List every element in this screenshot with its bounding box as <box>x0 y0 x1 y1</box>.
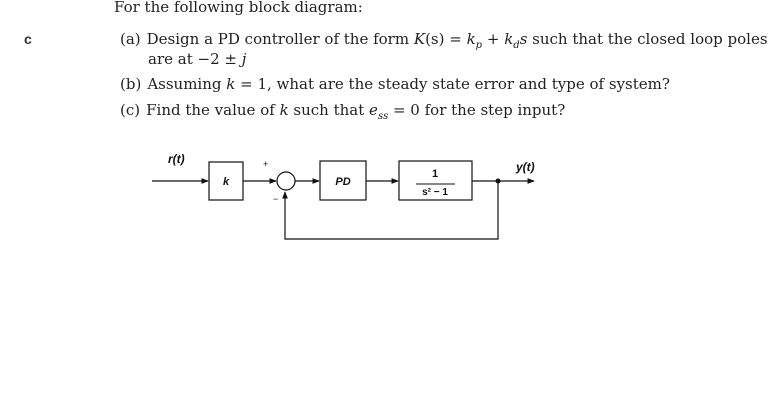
question-a-kd: k <box>504 30 514 48</box>
summing-junction <box>277 172 295 190</box>
plant-numerator: 1 <box>431 168 439 180</box>
pd-label: PD <box>335 176 351 188</box>
question-c-var: k <box>279 101 289 119</box>
question-a-s: s <box>519 30 528 48</box>
question-b-post: = 1, what are the steady state error and type of system? <box>235 75 670 93</box>
question-a-tag: (a) <box>120 30 141 48</box>
question-a-kd-sub: d <box>513 40 520 51</box>
plant-denominator: s² − 1 <box>422 187 448 198</box>
question-c-mid: such that <box>288 101 370 119</box>
side-label: c <box>24 31 32 47</box>
question-a-kp: k <box>466 30 476 48</box>
question-c-post: = 0 for the step input? <box>388 101 566 119</box>
question-b-tag: (b) <box>120 75 142 93</box>
question-c-tag: (c) <box>120 101 141 119</box>
gain-label: k <box>222 176 230 188</box>
minus-sign: − <box>273 194 279 204</box>
question-a-plus: + <box>482 30 505 48</box>
question-a-arg: (s) = <box>425 30 467 48</box>
question-c-ess: e <box>369 101 378 119</box>
question-a-func: K <box>413 30 426 48</box>
question-c-text: Find the value of <box>146 101 280 119</box>
question-a-kp-sub: p <box>475 40 483 51</box>
question-a-text: Design a PD controller of the form <box>146 30 414 48</box>
question-c-ess-sub: ss <box>377 111 389 122</box>
question-b-var: k <box>226 75 236 93</box>
plus-sign: + <box>263 159 269 169</box>
pickoff-point <box>496 179 501 184</box>
problem-intro: For the following block diagram: <box>114 0 363 16</box>
question-a-line2-j: j <box>241 50 247 68</box>
question-a-line2-text: are at <box>148 50 198 68</box>
question-a-post: such that the closed loop poles <box>527 30 768 48</box>
output-label: y(t) <box>516 160 535 174</box>
input-label: r(t) <box>168 152 185 166</box>
question-b-text: Assuming <box>147 75 227 93</box>
question-a-line2-math: −2 ± <box>197 50 242 68</box>
